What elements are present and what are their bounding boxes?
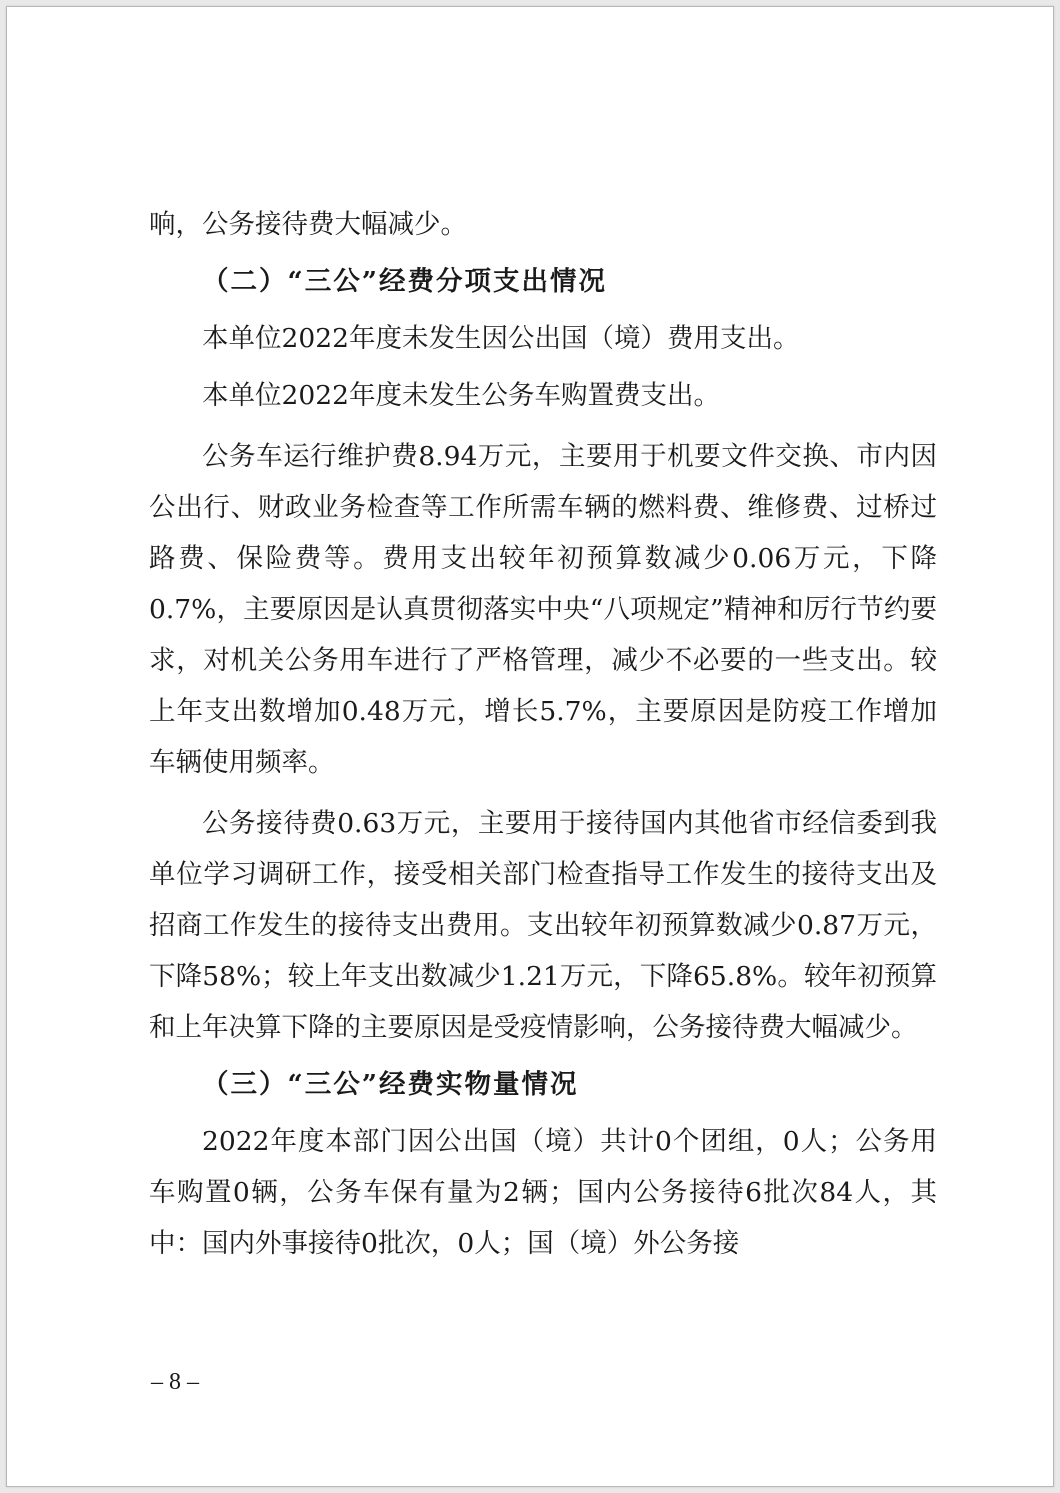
- page-number: – 8 –: [151, 1369, 199, 1395]
- paragraph-reception: 公务接待费0.63万元，主要用于接待国内其他省市经信委到我单位学习调研工作，接受相关部门检查指导工作发生的接待支出及招商工作发生的接待支出费用。支出较年初预算数减少0.87万元，下降58%；较上年支出数减少1.21万元，下降65.8%。较年初预算和上年决算下降的主要原因是受疫情影响，公务接待费大幅减少。: [149, 808, 937, 1043]
- section-heading-2: （二）“三公”经费分项支出情况: [202, 266, 607, 297]
- document-body: [149, 199, 937, 1269]
- paragraph-continuation: 响，公务接待费大幅减少。: [149, 209, 467, 240]
- paragraph-vehicle-purchase: 本单位2022年度未发生公务车购置费支出。: [202, 380, 720, 411]
- paragraph-physical-quantity: 2022年度本部门因公出国（境）共计0个团组，0人；公务用车购置0辆，公务车保有量为2辆；国内公务接待6批次84人，其中：国内外事接待0批次，0人；国（境）外公务接: [149, 1126, 937, 1259]
- document-page: [6, 6, 1054, 1487]
- section-heading-3: （三）“三公”经费实物量情况: [202, 1069, 579, 1100]
- paragraph-vehicle-operation: 公务车运行维护费8.94万元，主要用于机要文件交换、市内因公出行、财政业务检查等工作所需车辆的燃料费、维修费、过桥过路费、保险费等。费用支出较年初预算数减少0.06万元，下降0.7%，主要原因是认真贯彻落实中央“八项规定”精神和厉行节约要求，对机关公务用车进行了严格管理，减少不必要的一些支出。较上年支出数增加0.48万元，增长5.7%，主要原因是防疫工作增加车辆使用频率。: [149, 441, 937, 778]
- paragraph-overseas-travel: 本单位2022年度未发生因公出国（境）费用支出。: [202, 323, 800, 354]
